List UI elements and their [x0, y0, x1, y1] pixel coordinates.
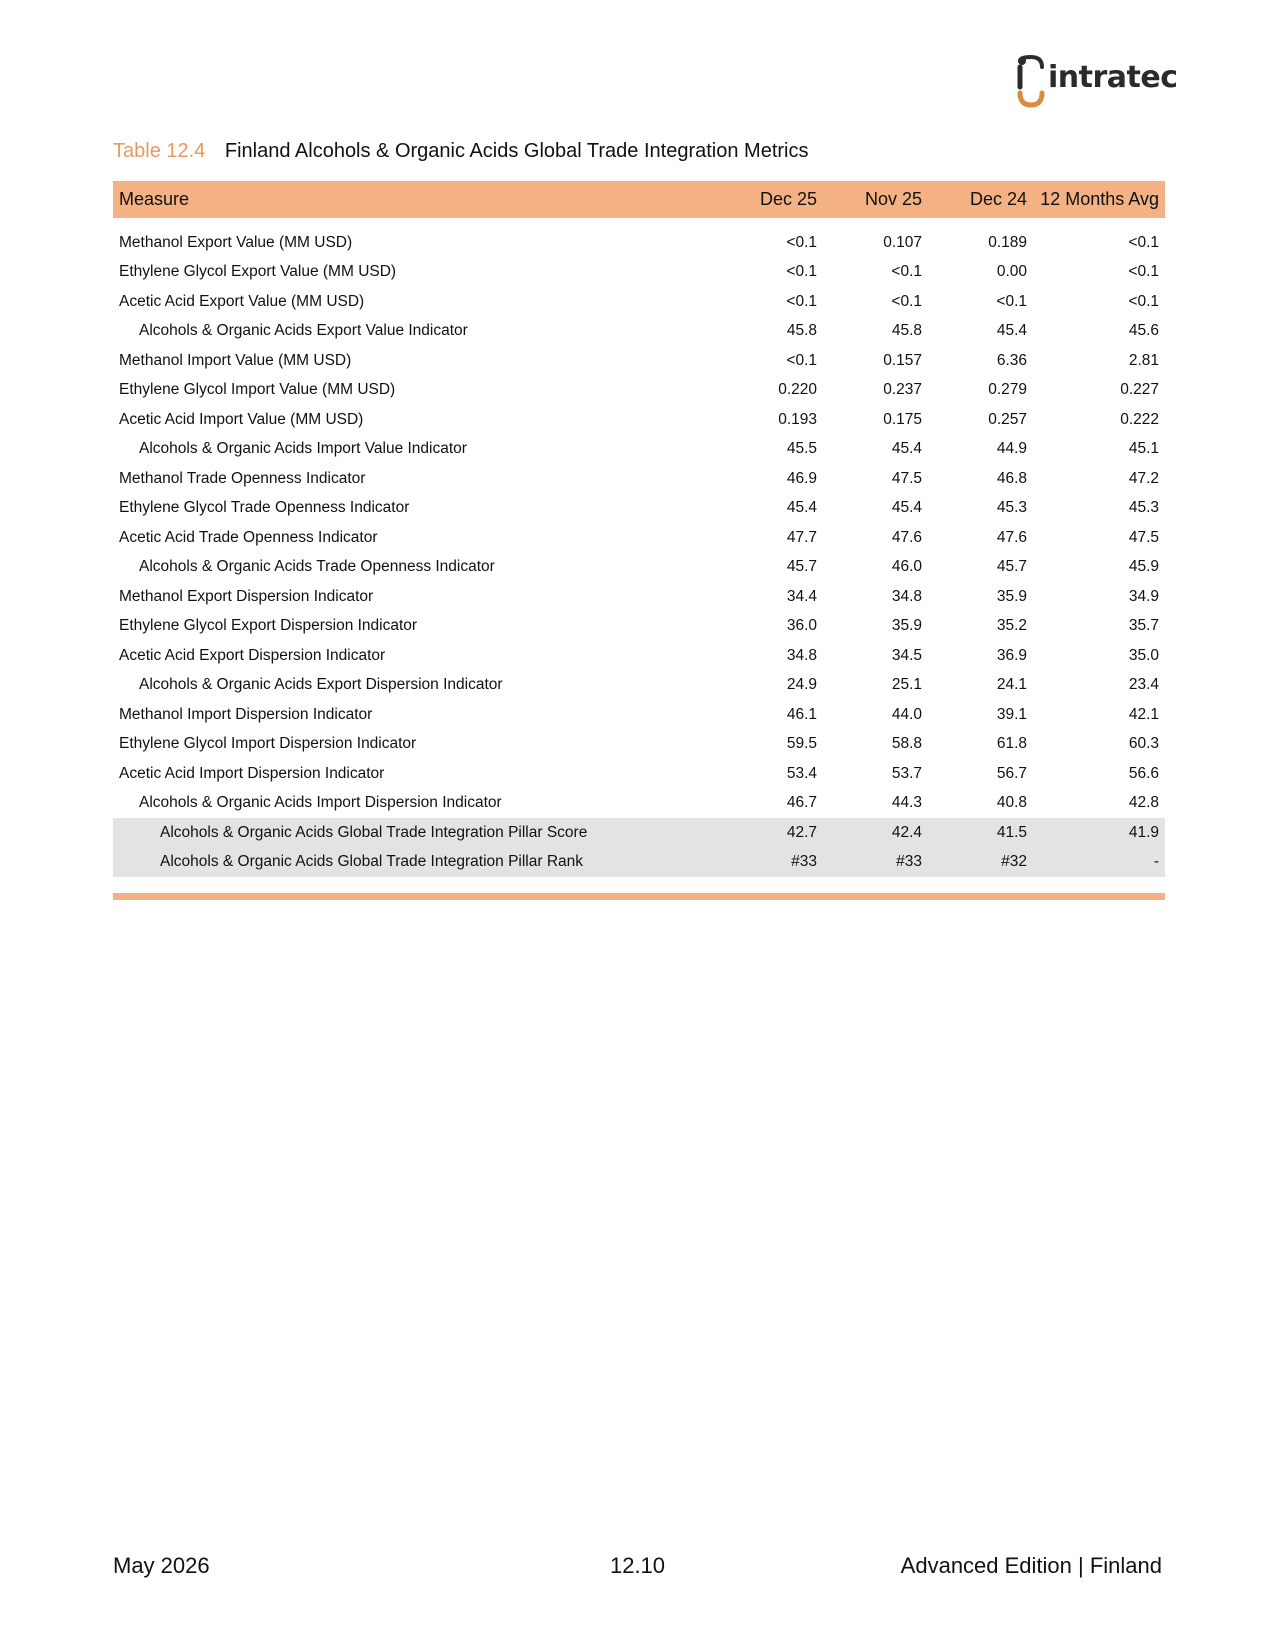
value-cell: 45.6	[1128, 322, 1159, 340]
value-cell: 45.4	[786, 499, 817, 517]
value-cell: 45.9	[1128, 558, 1159, 576]
value-cell: 44.0	[891, 705, 922, 723]
table-row	[113, 494, 1165, 524]
column-header-12-months-avg: 12 Months Avg	[1033, 181, 1165, 218]
value-cell: 24.9	[786, 676, 817, 694]
value-cell: 25.1	[891, 676, 922, 694]
value-cell: <0.1	[786, 292, 817, 310]
column-header-dec-24: Dec 24	[928, 181, 1033, 218]
value-cell: 56.7	[996, 764, 1027, 782]
value-cell: <0.1	[1128, 292, 1159, 310]
spacer-cell	[113, 218, 1165, 228]
value-cell: <0.1	[786, 263, 817, 281]
value-cell: 53.4	[786, 764, 817, 782]
value-cell: 41.9	[1033, 818, 1165, 848]
pillar-row	[113, 818, 1165, 848]
value-cell: #33	[713, 848, 823, 878]
value-cell: 46.0	[891, 558, 922, 576]
value-cell: 35.0	[1128, 646, 1159, 664]
footer-edition: Advanced Edition | Finland	[900, 1553, 1162, 1578]
value-cell: 46.7	[786, 794, 817, 812]
column-header-dec-25: Dec 25	[713, 181, 823, 218]
table-row	[113, 789, 1165, 819]
value-cell: 35.7	[1128, 617, 1159, 635]
value-cell: 45.1	[1128, 440, 1159, 458]
table-row	[113, 405, 1165, 435]
table-row	[113, 553, 1165, 583]
value-cell: 45.8	[891, 322, 922, 340]
table-title-text: Finland Alcohols & Organic Acids Global Trade Integration Metrics	[224, 140, 809, 162]
column-header-nov-25: Nov 25	[823, 181, 928, 218]
table-row	[113, 759, 1165, 789]
value-cell: 45.4	[891, 499, 922, 517]
table-row	[113, 287, 1165, 317]
value-cell: 34.8	[891, 587, 922, 605]
footer-date: May 2026	[113, 1553, 210, 1578]
table-row	[113, 346, 1165, 376]
value-cell: 0.107	[883, 233, 922, 251]
value-cell: 35.2	[996, 617, 1027, 635]
value-cell: 0.227	[1120, 381, 1159, 399]
value-cell: 45.3	[996, 499, 1027, 517]
value-cell: 34.8	[786, 646, 817, 664]
value-cell: 0.157	[883, 351, 922, 369]
value-cell: #32	[928, 848, 1033, 878]
measure-cell: Alcohols & Organic Acids Global Trade Integration Pillar Score	[113, 818, 713, 848]
value-cell: 34.9	[1128, 587, 1159, 605]
value-cell: 47.2	[1128, 469, 1159, 487]
value-cell: 0.222	[1120, 410, 1159, 428]
value-cell: 45.8	[786, 322, 817, 340]
value-cell: 60.3	[1128, 735, 1159, 753]
value-cell: 2.81	[1128, 351, 1159, 369]
table-header	[113, 181, 1165, 218]
value-cell: 35.9	[891, 617, 922, 635]
value-cell: <0.1	[891, 263, 922, 281]
value-cell: <0.1	[786, 351, 817, 369]
value-cell: 45.4	[996, 322, 1027, 340]
table-bottom-rule	[113, 893, 1165, 900]
value-cell: 40.8	[996, 794, 1027, 812]
value-cell: 36.9	[996, 646, 1027, 664]
value-cell: 53.7	[891, 764, 922, 782]
measure-cell: Acetic Acid Import Value (MM USD)	[119, 410, 364, 428]
measure-cell: Ethylene Glycol Export Value (MM USD)	[119, 263, 397, 281]
measure-cell: Acetic Acid Import Dispersion Indicator	[119, 764, 385, 782]
table-row	[113, 612, 1165, 642]
measure-cell: Methanol Export Value (MM USD)	[119, 233, 353, 251]
value-cell: 0.257	[988, 410, 1027, 428]
value-cell: 0.237	[883, 381, 922, 399]
value-cell: 34.4	[786, 587, 817, 605]
value-cell: 42.7	[713, 818, 823, 848]
value-cell: 23.4	[1128, 676, 1159, 694]
value-cell: 44.9	[996, 440, 1027, 458]
value-cell: 47.5	[1128, 528, 1159, 546]
table-title	[113, 140, 808, 163]
measure-cell: Ethylene Glycol Import Dispersion Indicator	[119, 735, 417, 753]
measure-cell: Alcohols & Organic Acids Import Dispersion Indicator	[139, 794, 502, 812]
measure-cell: Ethylene Glycol Trade Openness Indicator	[119, 499, 410, 517]
measure-cell: Alcohols & Organic Acids Global Trade Integration Pillar Rank	[113, 848, 713, 878]
metrics-table	[113, 181, 1165, 877]
table-body	[113, 218, 1165, 877]
measure-cell: Acetic Acid Trade Openness Indicator	[119, 528, 378, 546]
table-row	[113, 641, 1165, 671]
value-cell: 34.5	[891, 646, 922, 664]
intratec-logo	[1016, 55, 1178, 115]
table-row	[113, 464, 1165, 494]
value-cell: 46.9	[786, 469, 817, 487]
intratec-logo-text: intratec	[1048, 60, 1178, 95]
value-cell: 36.0	[786, 617, 817, 635]
value-cell: 0.189	[988, 233, 1027, 251]
measure-cell: Methanol Import Value (MM USD)	[119, 351, 352, 369]
value-cell: 6.36	[996, 351, 1027, 369]
table-row	[113, 435, 1165, 465]
footer-page-number: 12.10	[609, 1553, 666, 1578]
value-cell: 0.279	[988, 381, 1027, 399]
value-cell: 42.1	[1128, 705, 1159, 723]
value-cell: 0.00	[996, 263, 1027, 281]
value-cell: <0.1	[891, 292, 922, 310]
value-cell: 59.5	[786, 735, 817, 753]
measure-cell: Alcohols & Organic Acids Export Value Indicator	[139, 322, 468, 340]
value-cell: <0.1	[786, 233, 817, 251]
intratec-logo-mark-icon	[1016, 55, 1050, 113]
value-cell: 47.6	[996, 528, 1027, 546]
value-cell: 42.4	[823, 818, 928, 848]
table-row	[113, 582, 1165, 612]
value-cell: <0.1	[996, 292, 1027, 310]
value-cell: -	[1033, 848, 1165, 878]
value-cell: 42.8	[1128, 794, 1159, 812]
measure-cell: Methanol Export Dispersion Indicator	[119, 587, 374, 605]
table-number: Table 12.4	[113, 140, 206, 162]
value-cell: 44.3	[891, 794, 922, 812]
measure-cell: Ethylene Glycol Export Dispersion Indicator	[119, 617, 418, 635]
value-cell: 39.1	[996, 705, 1027, 723]
value-cell: #33	[823, 848, 928, 878]
value-cell: 45.4	[891, 440, 922, 458]
value-cell: 58.8	[891, 735, 922, 753]
value-cell: 45.3	[1128, 499, 1159, 517]
pillar-row	[113, 848, 1165, 878]
measure-cell: Alcohols & Organic Acids Trade Openness Indicator	[139, 558, 495, 576]
measure-cell: Alcohols & Organic Acids Import Value Indicator	[139, 440, 467, 458]
measure-cell: Methanol Trade Openness Indicator	[119, 469, 366, 487]
value-cell: 45.7	[786, 558, 817, 576]
value-cell: 41.5	[928, 818, 1033, 848]
value-cell: 47.5	[891, 469, 922, 487]
measure-cell: Acetic Acid Export Dispersion Indicator	[119, 646, 386, 664]
value-cell: <0.1	[1128, 233, 1159, 251]
value-cell: 24.1	[996, 676, 1027, 694]
value-cell: 61.8	[996, 735, 1027, 753]
measure-cell: Alcohols & Organic Acids Export Dispersion Indicator	[139, 676, 503, 694]
value-cell: 46.8	[996, 469, 1027, 487]
table-row	[113, 228, 1165, 258]
value-cell: 47.7	[786, 528, 817, 546]
table-row	[113, 376, 1165, 406]
table-row	[113, 258, 1165, 288]
value-cell: 47.6	[891, 528, 922, 546]
table-row	[113, 317, 1165, 347]
value-cell: 45.5	[786, 440, 817, 458]
value-cell: 35.9	[996, 587, 1027, 605]
table-spacer-row	[113, 218, 1165, 228]
column-header-measure: Measure	[113, 181, 713, 218]
value-cell: 56.6	[1128, 764, 1159, 782]
measure-cell: Acetic Acid Export Value (MM USD)	[119, 292, 365, 310]
value-cell: 45.7	[996, 558, 1027, 576]
value-cell: <0.1	[1128, 263, 1159, 281]
value-cell: 0.175	[883, 410, 922, 428]
table-row	[113, 730, 1165, 760]
value-cell: 0.220	[778, 381, 817, 399]
value-cell: 0.193	[778, 410, 817, 428]
table-row	[113, 671, 1165, 701]
table-row	[113, 523, 1165, 553]
table-row	[113, 700, 1165, 730]
value-cell: 46.1	[786, 705, 817, 723]
measure-cell: Ethylene Glycol Import Value (MM USD)	[119, 381, 396, 399]
measure-cell: Methanol Import Dispersion Indicator	[119, 705, 373, 723]
